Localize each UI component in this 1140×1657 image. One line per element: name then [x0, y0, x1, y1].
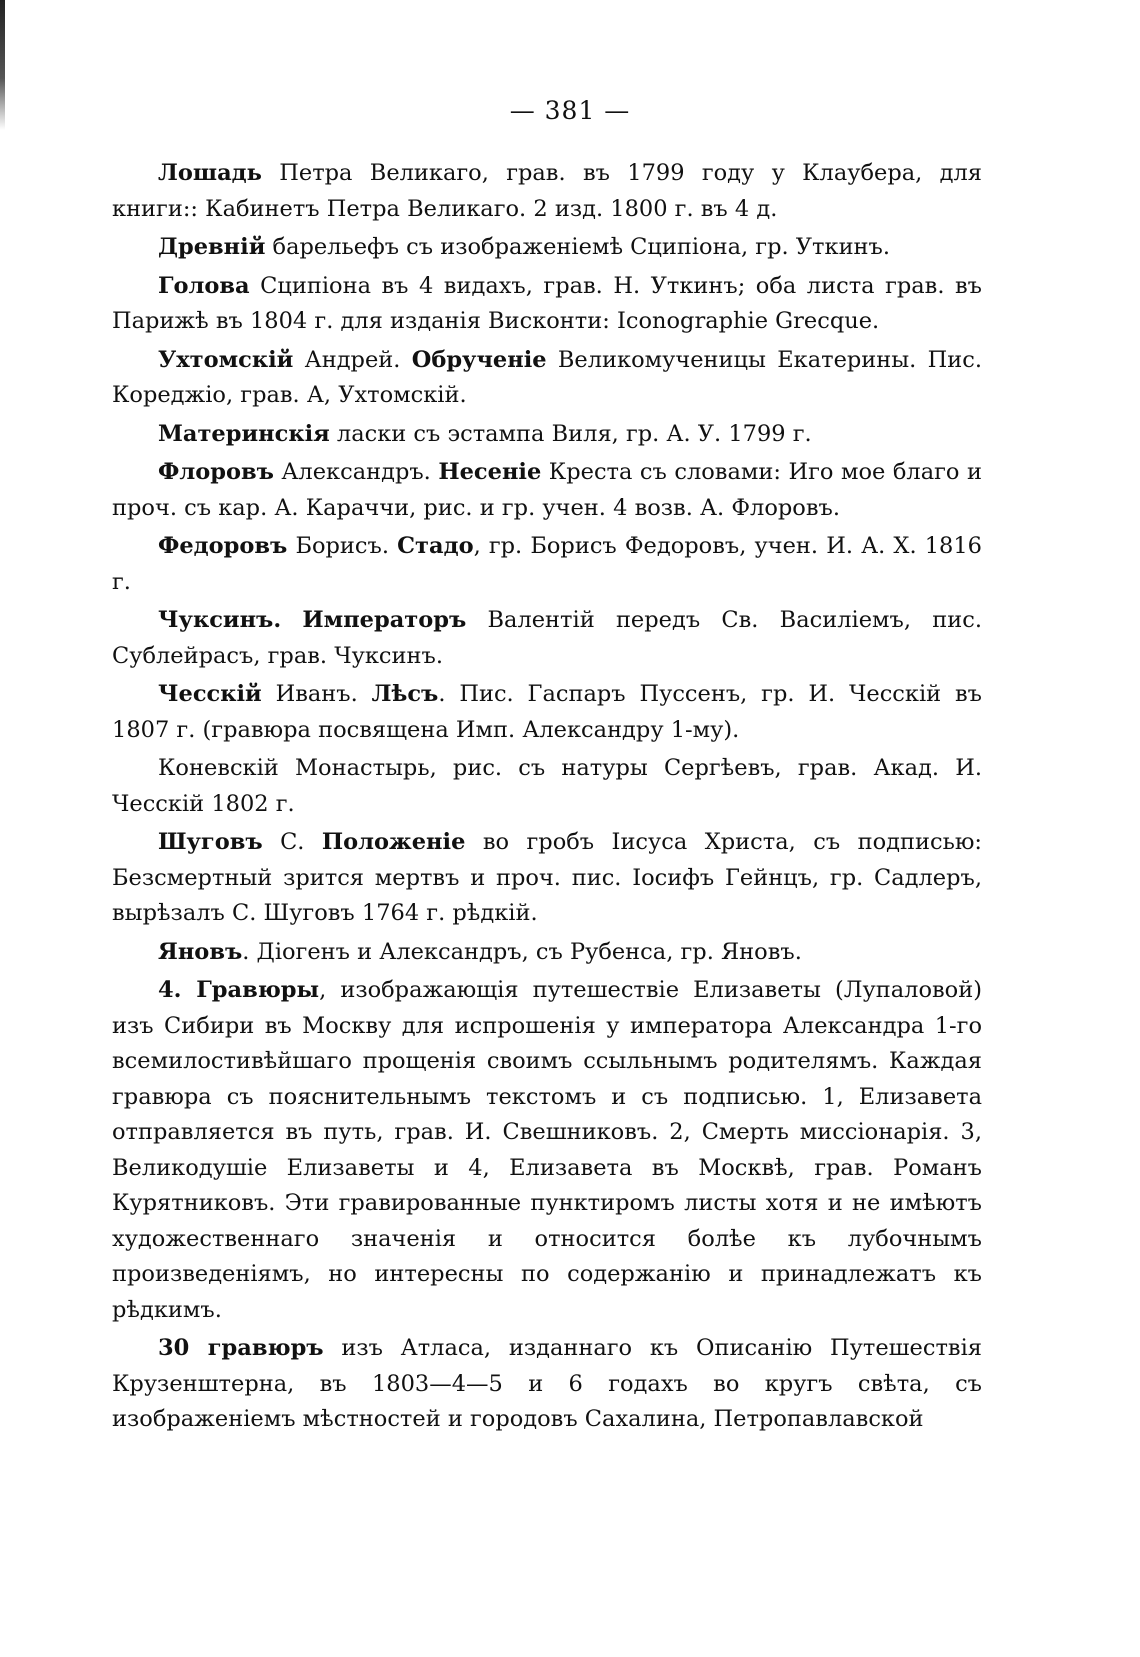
entry: Чесскій Иванъ. Лѣсъ. Пис. Гаспаръ Пуссенъ, гр. И. Чесскій въ 1807 г. (гравюра посвящена Имп. Александру 1-му). — [112, 681, 982, 743]
entry: Древній барельефъ съ изображеніемѣ Сципіона, гр. Уткинъ. — [158, 234, 891, 260]
page-number: — 381 — — [509, 96, 631, 125]
entry: Материнскія ласки съ эстампа Виля, гр. А. У. 1799 г. — [158, 420, 812, 447]
entry: Яновъ. Діогенъ и Александръ, съ Рубенса, гр. Яновъ. — [158, 938, 802, 965]
entry: Ухтомскій Андрей. Обрученіе Великомученицы Екатерины. Пис. Кореджіо, грав. А, Ухтомскій. — [112, 346, 983, 408]
page-text — [112, 156, 982, 1441]
entry: Голова Сципіона въ 4 видахъ, грав. Н. Уткинъ; оба листа грав. въ Парижѣ въ 1804 г. для изданія Висконти: Iconographie Grecque. — [112, 272, 982, 334]
entry: Федоровъ Борисъ. Стадо, гр. Борисъ Федоровъ, учен. И. А. Х. 1816 г. — [112, 533, 982, 595]
entry: Флоровъ Александръ. Несеніе Креста съ словами: Иго мое благо и проч. съ кар. А. Караччи, рис. и гр. учен. 4 возв. А. Флоровъ. — [112, 459, 982, 521]
entry: 4. Гравюры, изображающія путешествіе Елизаветы (Лупаловой) изъ Сибири въ Москву для испрошенія у императора Александра 1-го всемилостивѣйшаго прощенія своимъ ссыльнымъ родителямъ. Каждая гравюра съ пояснительнымъ текстомъ и съ подписью. 1, Елизавета отправляется въ путь, грав. И. Свешниковъ. 2, Смерть миссіонарія. 3, Великодушіе Елизаветы и 4, Елизавета въ Москвѣ, грав. Романъ Курятниковъ. Эти гравированные пунктиромъ листы хотя и не имѣютъ художественнаго значенія и относится болѣе къ лубочнымъ произведеніямъ, но интересны по содержанію и принадлежатъ къ рѣдкимъ. — [112, 977, 982, 1323]
entry: Чуксинъ. Императоръ Валентій передъ Св. Василіемъ, пис. Сублейрасъ, грав. Чуксинъ. — [112, 607, 982, 669]
entry: Шуговъ С. Положеніе во гробъ Іисуса Христа, съ подписью: Безсмертный зрится мертвъ и проч. пис. Іосифъ Гейнцъ, гр. Садлеръ, вырѣзалъ С. Шуговъ 1764 г. рѣдкій. — [112, 829, 982, 926]
entry: Лошадь Петра Великаго, грав. въ 1799 году у Клаубера, для книги:: Кабинетъ Петра Великаго. 2 изд. 1800 г. въ 4 д. — [112, 160, 982, 222]
entry: Коневскій Монастырь, рис. съ натуры Сергѣевъ, грав. Акад. И. Чесскій 1802 г. — [112, 755, 982, 817]
entry: 30 гравюръ изъ Атласа, изданнаго къ Описанію Путешествія Крузенштерна, въ 1803—4—5 и 6 годахъ во кругъ свѣта, съ изображеніемъ мѣстностей и городовъ Сахалина, Петропавлавской — [112, 1335, 982, 1432]
